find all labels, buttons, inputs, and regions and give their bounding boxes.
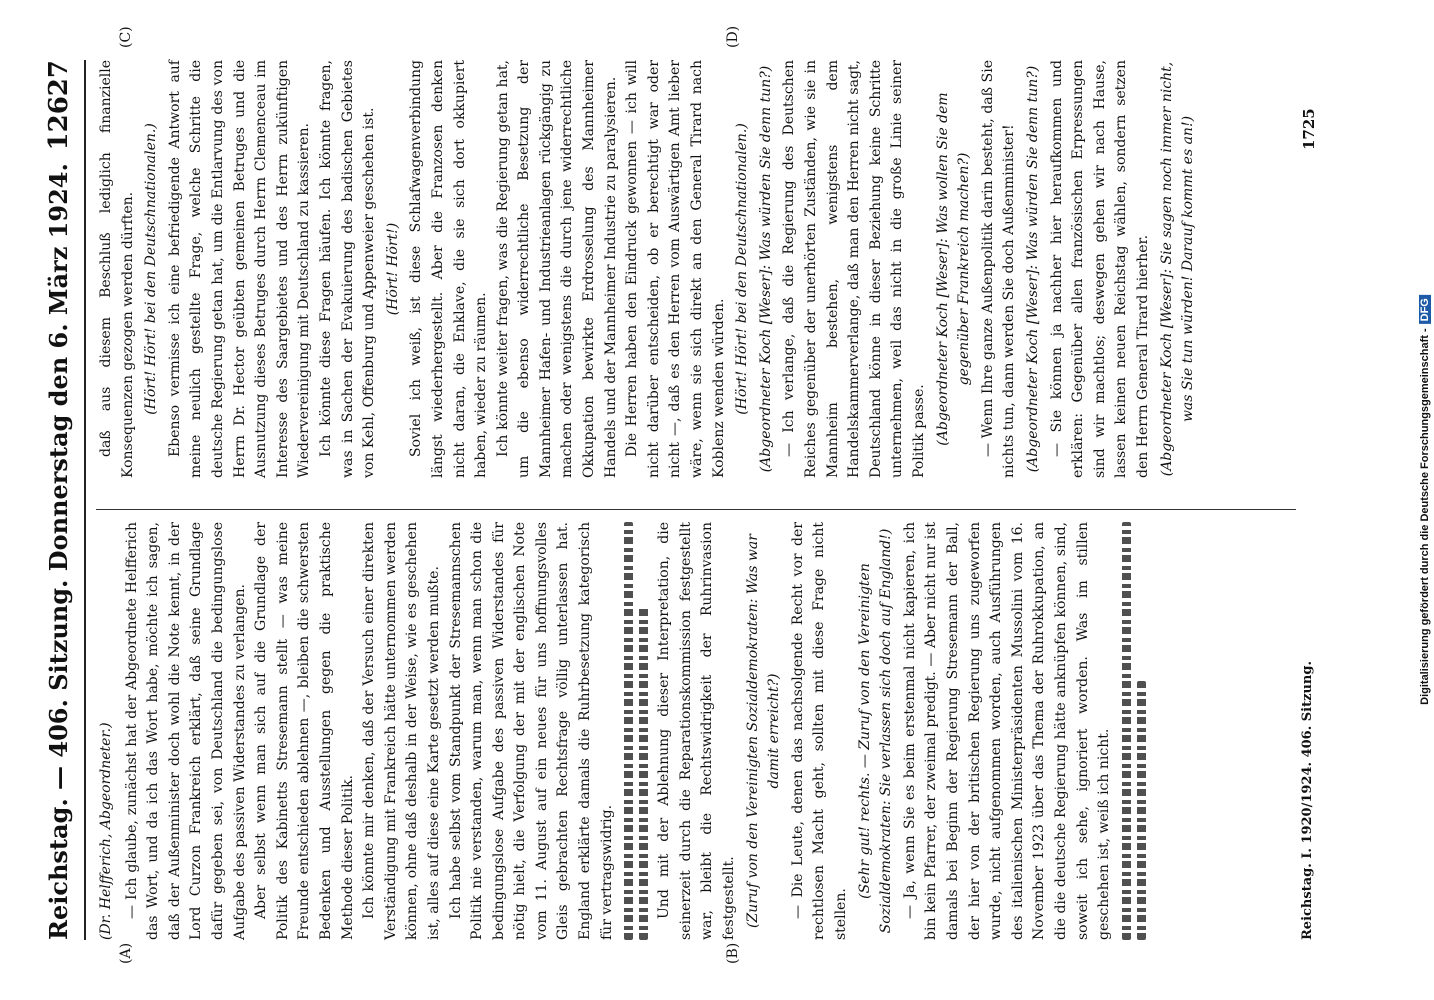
paragraph: Aber selbst wenn man sich auf die Grundlage der Politik des Kabinetts Stresemann stellt — was meine Freunde entschieden ablehnen —, bleiben die schwersten Bedenken und Ausstellungen gegen die praktische Methode dieser Politik. bbox=[253, 522, 356, 940]
column-divider bbox=[96, 509, 1296, 510]
page-footer: Reichstag. I. 1920/1924. 406. Sitzung. bbox=[1300, 661, 1315, 940]
running-head-title: Reichstag. — 406. Sitzung. Donnerstag den 6. März 1924. bbox=[44, 163, 73, 940]
credit-text: Digitalisierung gefördert durch die Deutsche Forschungsgemeinschaft - bbox=[1419, 328, 1431, 705]
margin-mark-a: (A) bbox=[118, 942, 134, 964]
text-line bbox=[1122, 522, 1131, 940]
margin-mark-d: (D) bbox=[725, 25, 741, 48]
paragraph: Ich habe selbst vom Standpunkt der Stresemannschen Politik nie verstanden, warum man, wenn man schon die bedingungslose Aufgabe des passiven Widerstandes für nötig hielt, die Verfolgung der mit der englischen Note vom 11. August auf ein neues für uns hoffnungsvolles Gleis gebrachten Rechtsfrage völlig unterlassen hat. England erklärte damals die Ruhrbesetzung kategorisch für vertragswidrig. bbox=[447, 522, 615, 940]
interjection: (Abgeordneter Koch [Weser]: Sie sagen noch immer nicht, was Sie tun würden! Darauf kommt es an!) bbox=[1158, 61, 1197, 477]
header-rule bbox=[84, 60, 86, 940]
speaker-header: (Dr. Helfferich, Abgeordneter.) bbox=[98, 722, 114, 940]
text-line bbox=[639, 606, 648, 940]
text-line bbox=[624, 522, 633, 940]
interjection: (Sehr gut! rechts. — Zuruf von den Vereinigten Sozialdemokraten: Sie verlassen sich doch auf England!) bbox=[856, 528, 895, 934]
interjection: (Abgeordneter Koch [Weser]: Was würden Sie denn tun?) bbox=[1024, 65, 1041, 473]
sheet-number: 1725 bbox=[1300, 108, 1318, 150]
interjection: (Hört! Hört! bei den Deutschnationalen.) bbox=[734, 123, 751, 415]
running-head bbox=[40, 60, 80, 940]
margin-mark-b: (B) bbox=[725, 942, 741, 964]
dfg-logo: DFG bbox=[1419, 295, 1431, 324]
paragraph: Und mit der Ablehnung dieser Interpretation, die seinerzeit durch die Reparationskommission festgestellt war, bleibt die Rechtswidrigkeit der Ruhrinvasion festgestellt. bbox=[656, 522, 738, 940]
interjection: (Abgeordneter Koch [Weser]: Was wollen Sie dem gegenüber Frankreich machen?) bbox=[934, 92, 973, 446]
margin-mark-c: (C) bbox=[118, 26, 134, 48]
paragraph: Ich könnte mir denken, daß der Versuch einer direkten Verständigung mit Frankreich hätte unternommen werden können, ohne daß deshalb in der Weise, wie es geschehen ist, alles auf diese eine Karte gesetzt werden mußte. bbox=[361, 522, 442, 940]
page-number: 12627 bbox=[44, 60, 74, 151]
left-text-column bbox=[96, 522, 1152, 940]
right-text-column bbox=[96, 60, 1202, 478]
interjection: (Abgeordneter Koch [Weser]: Was würden Sie denn tun?) bbox=[757, 65, 774, 473]
paragraph: Ich könnte diese Fragen häufen. Ich könnte fragen, was in Sachen der Evakuierung des badischen Gebietes von Kehl, Offenburg und Appenweier geschehen ist. bbox=[317, 60, 378, 478]
digitization-credit bbox=[1416, 0, 1434, 1000]
credit-line bbox=[1419, 295, 1431, 705]
interjection: (Hört! Hört! bei den Deutschnationalen.) bbox=[143, 123, 160, 415]
paragraph: Soviel ich weiß, ist diese Schlafwagenverbindung längst wiederhergestellt. Aber die Franzosen denken nicht daran, die Enklave, die sie sich dort okkupiert haben, wieder zu räumen. bbox=[408, 60, 490, 478]
paragraph: — Ich glaube, zunächst hat der Abgeordnete Helfferich das Wort, und da ich das Wort habe, möchte ich sagen, daß der Außenminister doch wohl die Note kennt, in der Lord Curzon Frankreich erklärt, daß seine Grundlage dafür gegeben sei, von Deutschland die bedingungslose Aufgabe des passiven Widerstandes zu verlangen. bbox=[123, 522, 248, 940]
paragraph: daß aus diesem Beschluß lediglich finanzielle Konsequenzen gezogen werden dürften. bbox=[98, 60, 136, 478]
paragraph: Die Herren haben den Eindruck gewonnen — ich will nicht darüber entscheiden, ob er berechtigt war oder nicht —, daß es den Herren vom Auswärtigen Amt lieber wäre, wenn sie sich direkt an den General Tirard nach Koblenz wenden würden. bbox=[624, 60, 727, 478]
paragraph: Ebenso vermisse ich eine befriedigende Antwort auf meine neulich gestellte Frage, welche Schritte die deutsche Regierung getan hat, um die Entlarvung des von Herrn Dr. Hector geübten gemeinen Betruges und die Ausnutzung dieses Betruges durch Herrn Clemenceau im Interesse des Saargebietes und des Herrn zukünftigen Wiedervereinigung mit Deutschland zu kassieren. bbox=[166, 60, 313, 478]
paragraph: — Die Leute, denen das nachsolgende Recht vor der rechtlosen Macht geht, sollten mit diese Frage nicht stellen. bbox=[789, 522, 849, 940]
text-line bbox=[1137, 681, 1146, 940]
paragraph: Ich könnte weiter fragen, was die Regierung getan hat, um die ebenso widerrechtliche Besetzung der Mannheimer Hafen- und Industrieanlagen rückgängig zu machen oder wenigstens die durch jene widerrechtliche Okkupation bewirkte Erdrosselung des Mannheimer Handels und der Mannheimer Industrie zu paralysieren. bbox=[494, 60, 619, 478]
interjection: (Hört! Hört!) bbox=[384, 222, 401, 316]
paragraph: — Sie können ja nachher hier heraufkommen und erklären: Gegenüber allen französischen Erpressungen sind wir machtlos; deswegen gehen wir nach Hause, lassen keinen neuen Reichstag wählen, sondern setzen den Herrn General Tirard hierher. bbox=[1048, 60, 1151, 478]
paragraph: — Ich verlange, daß die Regierung des Deutschen Reiches gegenüber der unerhörten Zuständen, wie sie in Mannheim bestehen, wenigstens dem Handelskammerverlange, daß man den Herren nicht sagt, Deutschland könne in dieser Beziehung keine Schritte unternehmen, weil das nicht in die große Linie seiner Politik passe. bbox=[781, 60, 927, 478]
interjection: (Zuruf von den Vereinigten Sozialdemokraten: Was war damit erreicht?) bbox=[744, 534, 783, 928]
paragraph: — Ja, wenn Sie es beim erstenmal nicht kapieren, ich bin kein Pfarrer, der zweimal predigt. — Aber nicht nur ist damals bei Beginn der Regierung Stresemann der Ball, der hier von der britischen Regierung uns zugeworfen wurde, nicht aufgenommen worden, auch Ausführungen des italienischen Ministerpräsidenten Mussolini vom 16. November 1923 über das Thema der Ruhrokkupation, an die die deutsche Regierung hätte anknüpfen können, sind, soweit ich sehe, ignoriert worden. Was im stillen geschehen ist, weiß ich nicht. bbox=[901, 522, 1113, 940]
paragraph: — Wenn Ihre ganze Außenpolitik darin besteht, daß Sie nichts tun, dann werden Sie doch Außenminister! bbox=[979, 60, 1018, 478]
